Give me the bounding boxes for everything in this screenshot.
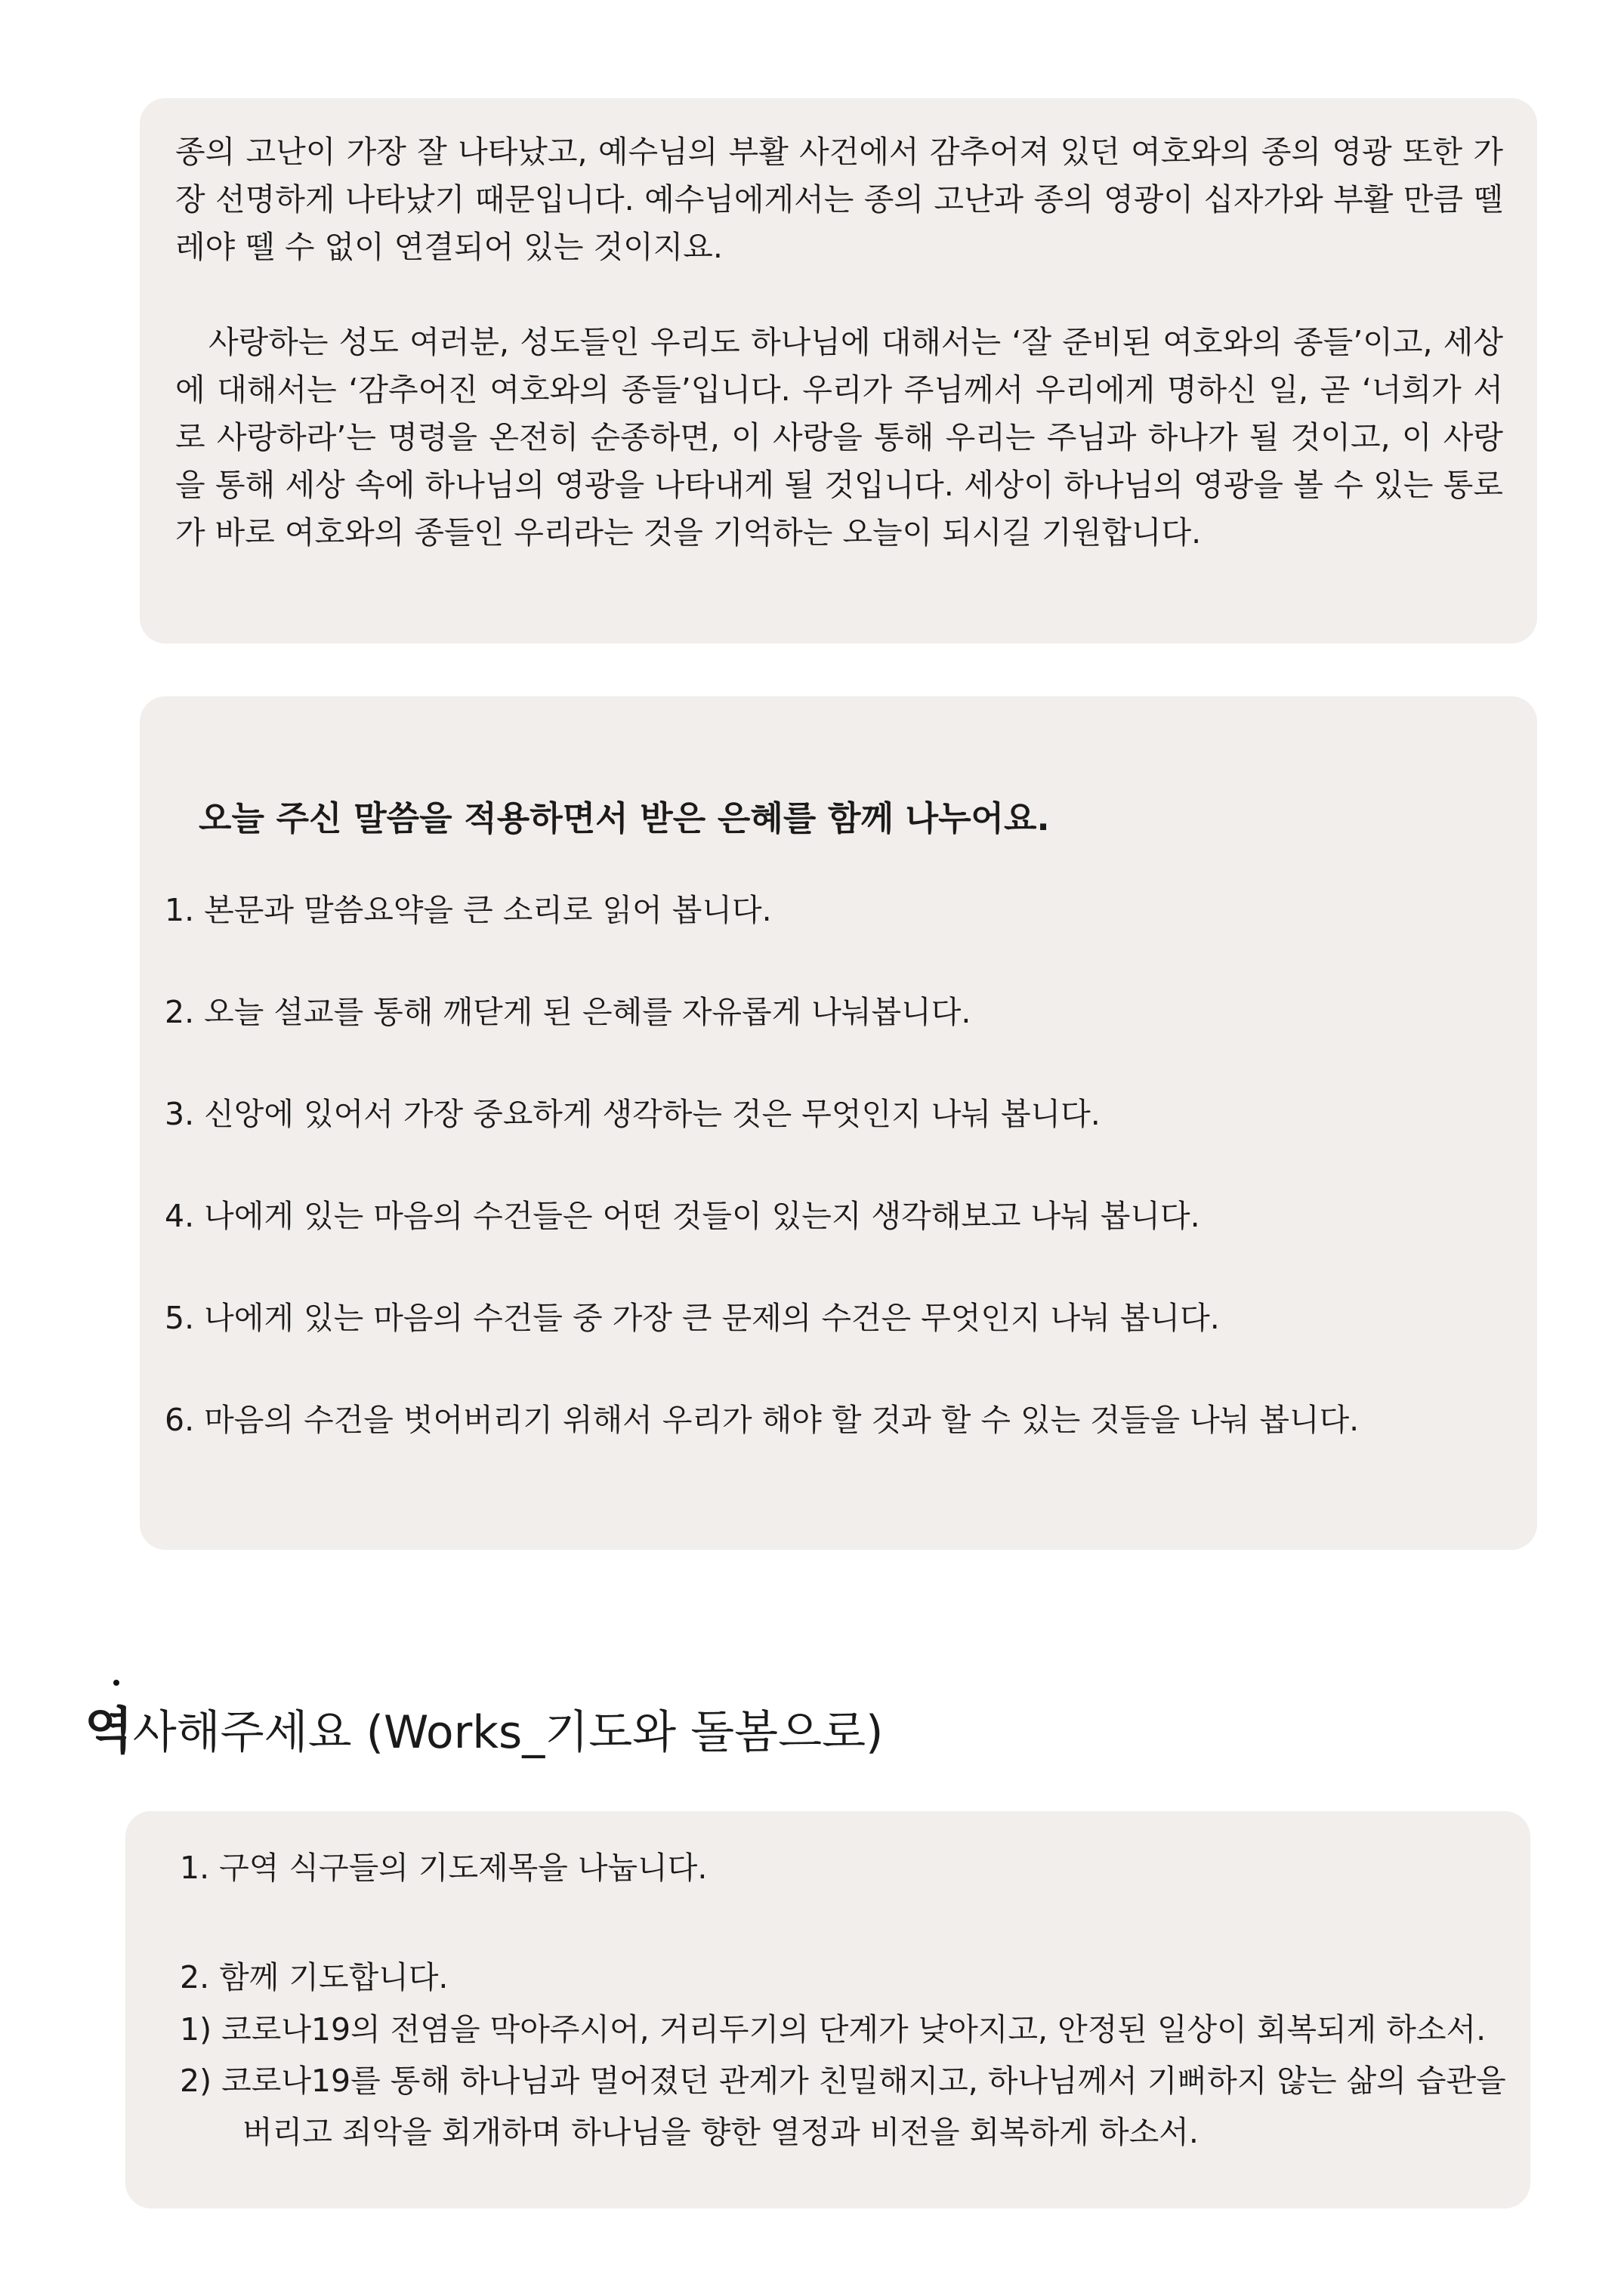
question-item-6: 6. 마음의 수건을 벗어버리기 위해서 우리가 해야 할 것과 할 수 있는 것들을 나눠 봅니다. xyxy=(165,1402,1360,1438)
heading-dot-mark xyxy=(113,1680,119,1686)
prayer-sub-item-2-line-2: 버리고 죄악을 회개하며 하나님을 향한 열정과 비전을 회복하게 하소서. xyxy=(242,2114,1199,2150)
prayer-box xyxy=(125,1811,1530,2208)
sermon-text-box xyxy=(140,98,1537,643)
question-item-3: 3. 신앙에 있어서 가장 중요하게 생각하는 것은 무엇인지 나눠 봅니다. xyxy=(165,1096,1101,1132)
question-item-5: 5. 나에게 있는 마음의 수건들 중 가장 큰 문제의 수건은 무엇인지 나눠 봅니다. xyxy=(165,1300,1220,1336)
sharing-questions-box xyxy=(140,696,1537,1550)
sermon-paragraph-1: 종의 고난이 가장 잘 나타났고, 예수님의 부활 사건에서 감추어져 있던 여호와의 종의 영광 또한 가장 선명하게 나타났기 때문입니다. 예수님에게서는 종의 고난과 종의 영광이 십자가와 부활 만큼 뗄레야 뗄 수 없이 연결되어 있는 것이지요. xyxy=(175,134,1503,265)
question-item-4: 4. 나에게 있는 마음의 수건들은 어떤 것들이 있는지 생각해보고 나눠 봅니다. xyxy=(165,1198,1200,1234)
question-item-2: 2. 오늘 설교를 통해 깨닫게 된 은혜를 자유롭게 나눠봅니다. xyxy=(165,994,971,1030)
prayer-sub-item-1: 1) 코로나19의 전염을 막아주시어, 거리두기의 단계가 낮아지고, 안정된 일상이 회복되게 하소서. xyxy=(180,2011,1487,2048)
works-title-rest: 사해주세요 (Works_기도와 돌봄으로) xyxy=(132,1706,884,1759)
works-title-accent: 역 xyxy=(85,1702,133,1760)
question-list xyxy=(165,891,1359,1503)
prayer-item-1: 1. 구역 식구들의 기도제목을 나눕니다. xyxy=(180,1850,708,1886)
works-section-title xyxy=(85,1690,883,1762)
prayer-sub-item-2-line-1: 2) 코로나19를 통해 하나님과 멀어졌던 관계가 친밀해지고, 하나님께서 기뻐하지 않는 삶의 습관을 xyxy=(180,2063,1506,2099)
sermon-paragraph-2: 사랑하는 성도 여러분, 성도들인 우리도 하나님에 대해서는 ‘잘 준비된 여호와의 종들’이고, 세상에 대해서는 ‘감추어진 여호와의 종들’입니다. 우리가 주님께서 우리에게 명하신 일, 곧 ‘너희가 서로 사랑하라’는 명령을 온전히 순종하면, 이 사랑을 통해 우리는 주님과 하나가 될 것이고, 이 사랑을 통해 세상 속에 하나님의 영광을 나타내게 될 것입니다. 세상이 하나님의 영광을 볼 수 있는 통로가 바로 여호와의 종들인 우리라는 것을 기억하는 오늘이 되시길 기원합니다. xyxy=(175,324,1503,551)
prayer-item-2: 2. 함께 기도합니다. xyxy=(180,1959,449,1995)
sharing-title: 오늘 주신 말씀을 적용하면서 받은 은혜를 함께 나누어요. xyxy=(199,798,1050,838)
question-item-1: 1. 본문과 말씀요약을 큰 소리로 읽어 봅니다. xyxy=(165,892,772,928)
